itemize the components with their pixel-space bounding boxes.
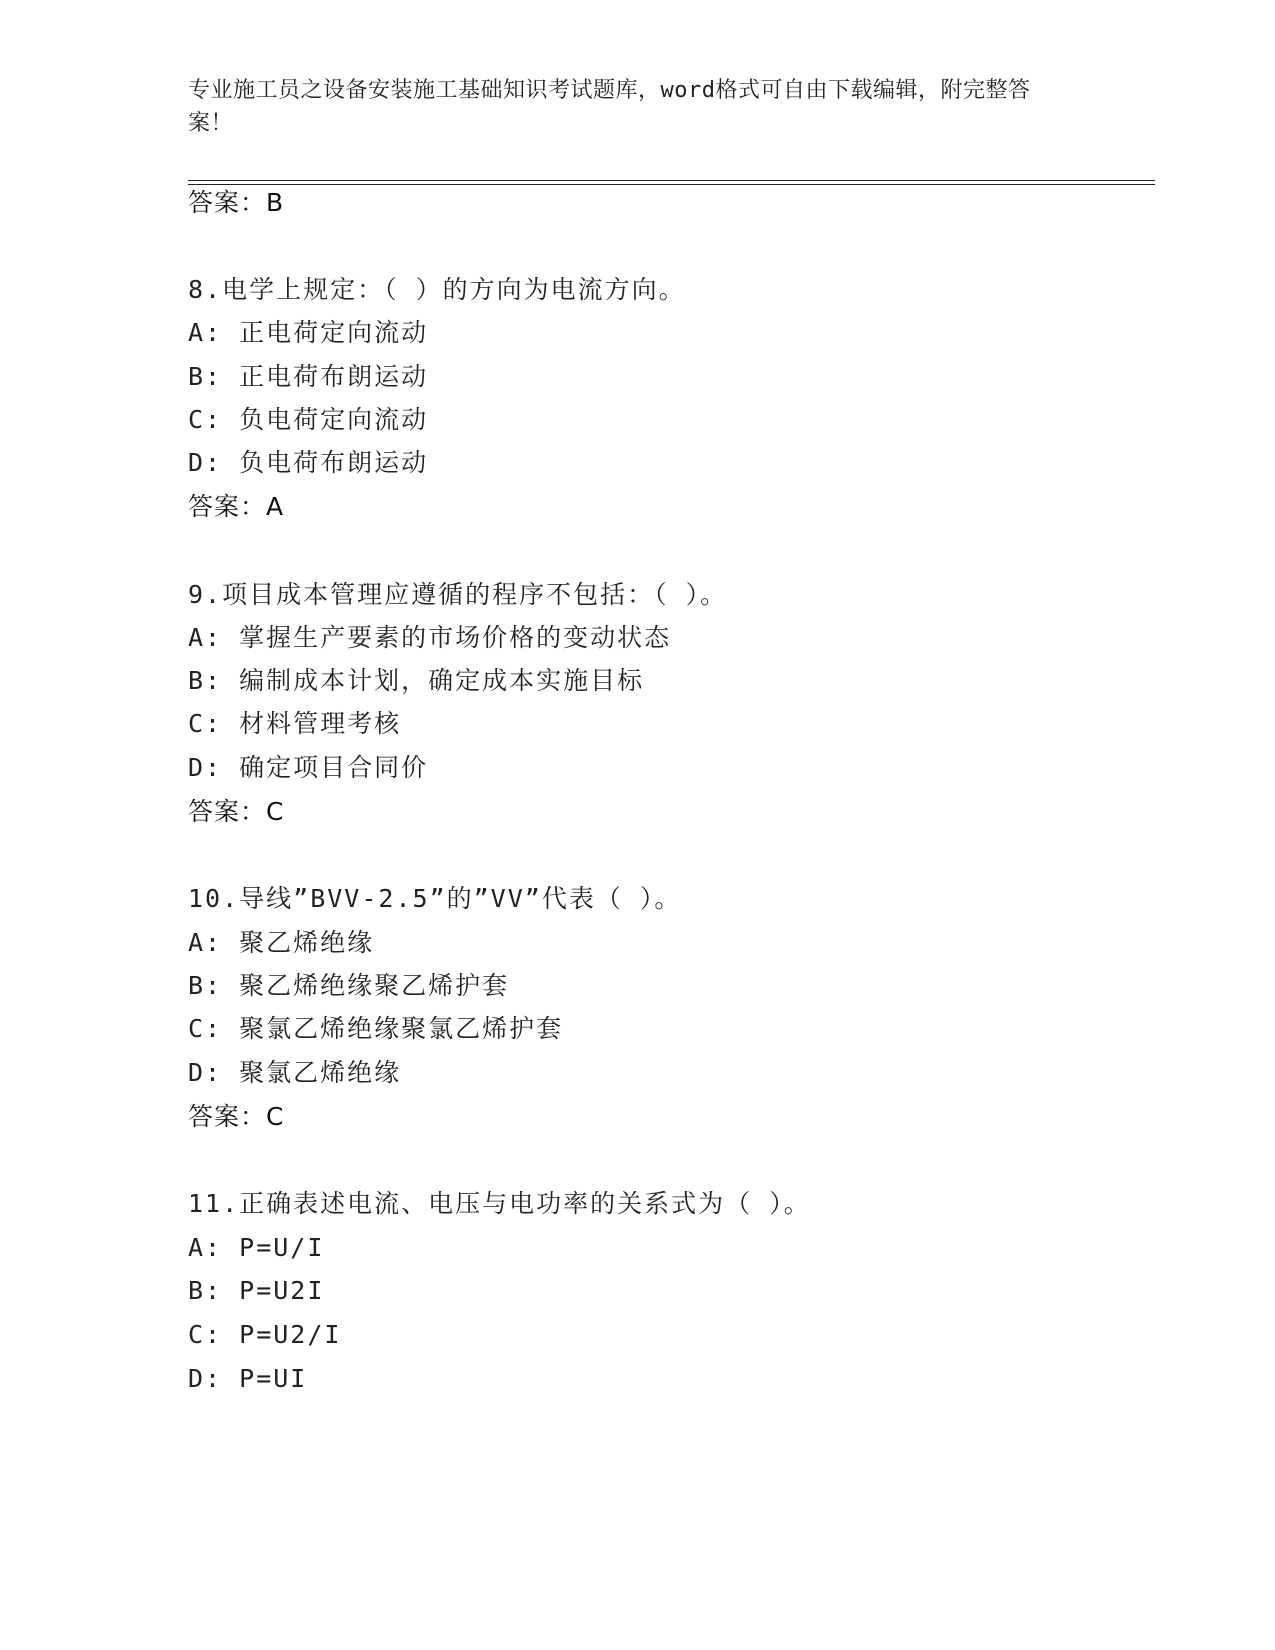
answer-9: 答案：C <box>188 797 285 826</box>
document-header: 专业施工员之设备安装施工基础知识考试题库，word格式可自由下载编辑，附完整答案！ <box>188 78 1031 136</box>
question-10-option-b: B: 聚乙烯绝缘聚乙烯护套 <box>188 971 510 1000</box>
question-11-option-c: C: P=U2/I <box>188 1320 342 1349</box>
question-8-stem: 8.电学上规定：（ ）的方向为电流方向。 <box>188 275 686 304</box>
question-9-option-b: B: 编制成本计划，确定成本实施目标 <box>188 666 645 695</box>
answer-8: 答案：A <box>188 492 285 521</box>
answer-7: 答案：B <box>188 188 285 217</box>
question-9-stem: 9.项目成本管理应遵循的程序不包括：（ ）。 <box>188 580 728 609</box>
question-11-option-a: A: P=U/I <box>188 1233 325 1262</box>
question-11-option-b: B: P=U2I <box>188 1276 325 1305</box>
question-10-option-a: A: 聚乙烯绝缘 <box>188 928 375 957</box>
question-9-option-c: C: 材料管理考核 <box>188 709 402 738</box>
question-10-option-d: D: 聚氯乙烯绝缘 <box>188 1058 402 1087</box>
question-8-option-b: B: 正电荷布朗运动 <box>188 362 429 391</box>
question-11-stem: 11.正确表述电流、电压与电功率的关系式为（ ）。 <box>188 1189 811 1218</box>
question-9-option-a: A: 掌握生产要素的市场价格的变动状态 <box>188 623 672 652</box>
question-10-stem: 10.导线”BVV-2.5”的”VV”代表（ ）。 <box>188 884 682 913</box>
question-8-option-c: C: 负电荷定向流动 <box>188 405 429 434</box>
question-9-option-d: D: 确定项目合同价 <box>188 753 429 782</box>
header-divider <box>188 180 1155 185</box>
answer-10: 答案：C <box>188 1102 285 1131</box>
question-8-option-a: A: 正电荷定向流动 <box>188 318 429 347</box>
question-11-option-d: D: P=UI <box>188 1364 308 1393</box>
question-8-option-d: D: 负电荷布朗运动 <box>188 448 429 477</box>
question-10-option-c: C: 聚氯乙烯绝缘聚氯乙烯护套 <box>188 1014 564 1043</box>
